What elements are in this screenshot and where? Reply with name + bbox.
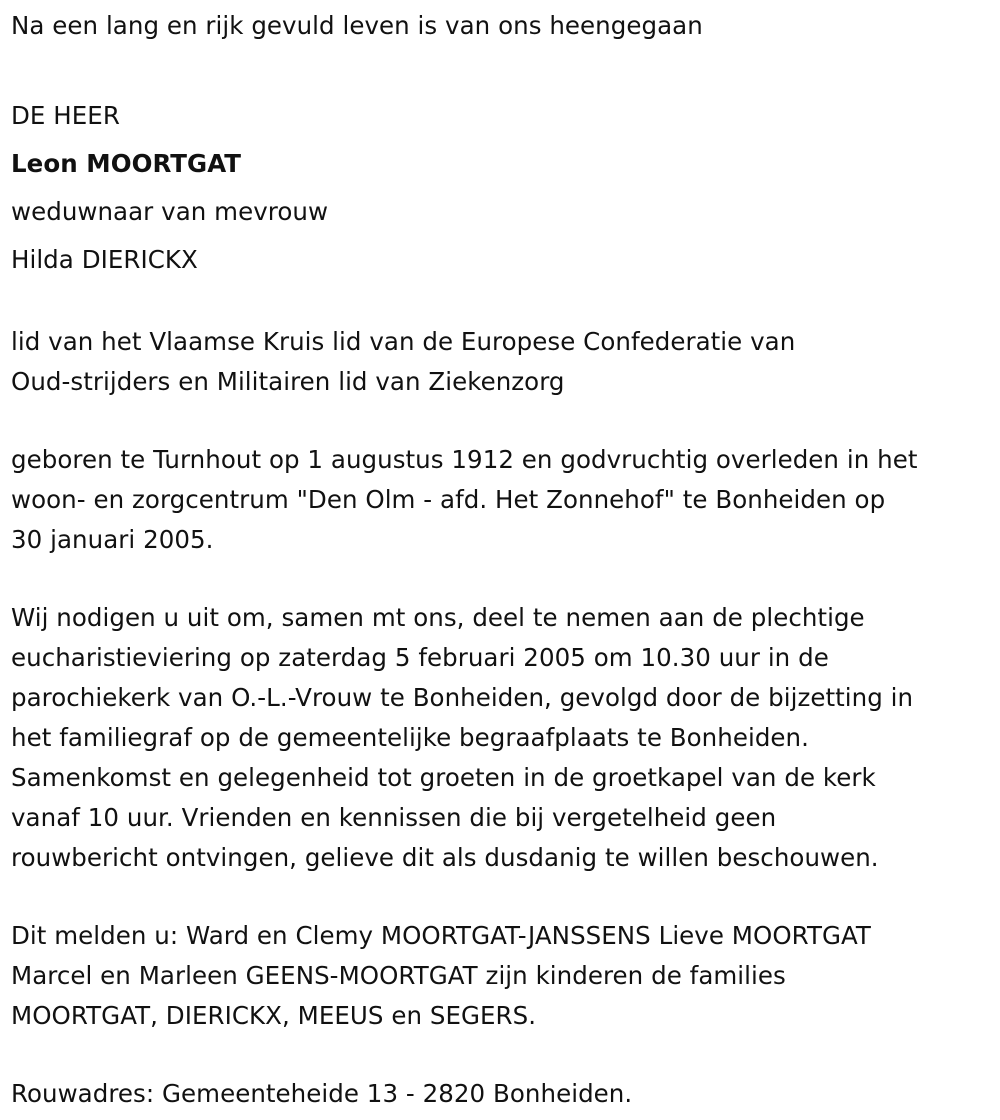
memberships-line: lid van het Vlaamse Kruis lid van de Europese Confederatie van bbox=[11, 327, 796, 356]
invitation-paragraph bbox=[11, 598, 991, 878]
deceased-name: Leon MOORTGAT bbox=[11, 149, 242, 178]
announcement-line: Dit melden u: Ward en Clemy MOORTGAT-JANSSENS Lieve MOORTGAT bbox=[11, 921, 871, 950]
intro-text: Na een lang en rijk gevuld leven is van ons heengegaan bbox=[11, 11, 703, 40]
birth-death-paragraph bbox=[11, 440, 991, 560]
announcement-line: MOORTGAT, DIERICKX, MEEUS en SEGERS. bbox=[11, 1001, 537, 1030]
invitation-line: vanaf 10 uur. Vrienden en kennissen die bij vergetelheid geen bbox=[11, 803, 777, 832]
spouse-name: Hilda DIERICKX bbox=[11, 245, 198, 274]
invitation-line: parochiekerk van O.-L.-Vrouw te Bonheiden, gevolgd door de bijzetting in bbox=[11, 683, 914, 712]
invitation-line: het familiegraf op de gemeentelijke begraafplaats te Bonheiden. bbox=[11, 723, 809, 752]
invitation-line: Samenkomst en gelegenheid tot groeten in de groetkapel van de kerk bbox=[11, 763, 876, 792]
memberships-line: Oud-strijders en Militairen lid van Ziekenzorg bbox=[11, 367, 565, 396]
invitation-line: rouwbericht ontvingen, gelieve dit als dusdanig te willen beschouwen. bbox=[11, 843, 879, 872]
announcement-line: Marcel en Marleen GEENS-MOORTGAT zijn kinderen de families bbox=[11, 961, 786, 990]
birth-death-line: 30 januari 2005. bbox=[11, 525, 214, 554]
widower-label: weduwnaar van mevrouw bbox=[11, 197, 329, 226]
birth-death-line: woon- en zorgcentrum "Den Olm - afd. Het Zonnehof" te Bonheiden op bbox=[11, 485, 886, 514]
announcement-paragraph bbox=[11, 916, 991, 1036]
birth-death-line: geboren te Turnhout op 1 augustus 1912 en godvruchtig overleden in het bbox=[11, 445, 918, 474]
obituary-notice bbox=[11, 6, 991, 1114]
mourning-address: Rouwadres: Gemeenteheide 13 - 2820 Bonheiden. bbox=[11, 1079, 633, 1108]
honorific-title: DE HEER bbox=[11, 101, 120, 130]
memberships-paragraph bbox=[11, 322, 991, 402]
invitation-line: eucharistieviering op zaterdag 5 februari 2005 om 10.30 uur in de bbox=[11, 643, 829, 672]
invitation-line: Wij nodigen u uit om, samen mt ons, deel te nemen aan de plechtige bbox=[11, 603, 865, 632]
